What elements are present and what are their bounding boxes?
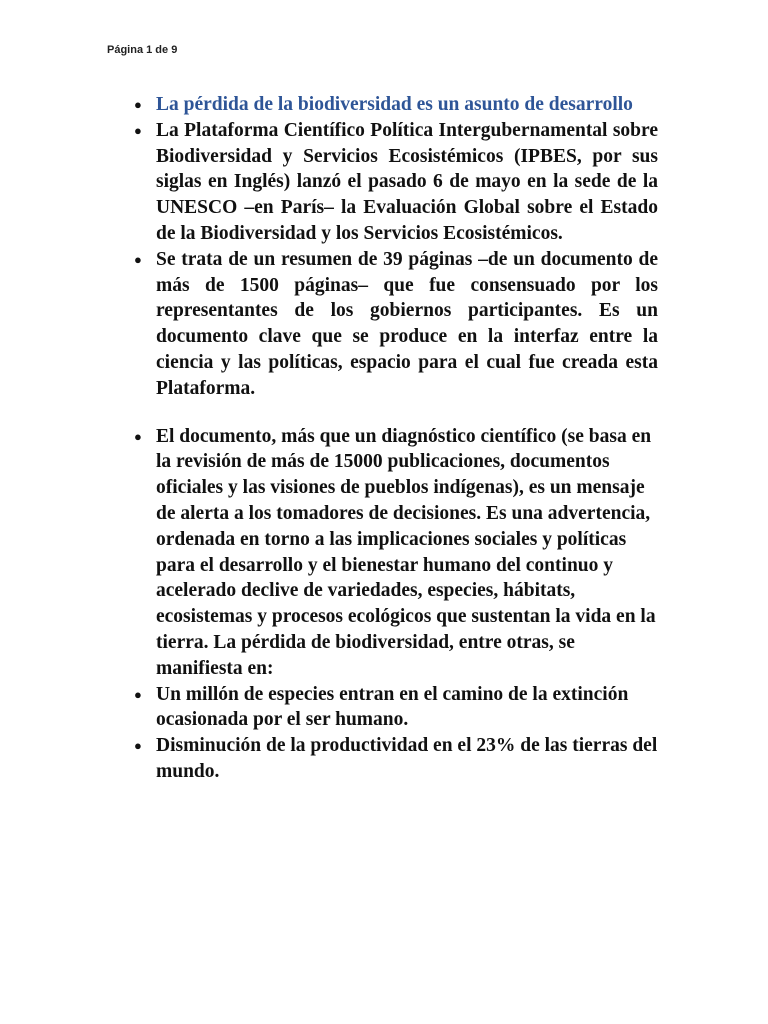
bullet-heading	[134, 92, 658, 118]
bullet-list	[0, 92, 768, 785]
bullet-especies	[134, 682, 658, 734]
bullet-icon: ●	[134, 251, 142, 267]
bullet-resumen	[134, 247, 658, 402]
bullet-documento	[134, 424, 658, 682]
bullet-text: Un millón de especies entran en el camino de la extinción ocasionada por el ser humano.	[156, 683, 629, 731]
bullet-icon: ●	[134, 686, 142, 702]
bullet-icon: ●	[134, 738, 142, 754]
bullet-productividad	[134, 733, 658, 785]
bullet-text: La pérdida de la biodiversidad es un asunto de desarrollo	[156, 94, 633, 115]
bullet-text: El documento, más que un diagnóstico científico (se basa en la revisión de más de 15000 publicaciones, documentos oficiales y las visiones de pueblos indígenas), es un mensaje de alerta a los tomadores de decisiones. Es una advertencia, ordenada en torno a las implicaciones sociales y políticas para el desarrollo y el bienestar humano del continuo y acelerado declive de variedades, especies, hábitats, ecosistemas y procesos ecológicos que sustentan la vida en la tierra. La pérdida de biodiversidad, entre otras, se manifiesta en:	[156, 425, 656, 679]
bullet-icon: ●	[134, 428, 142, 444]
bullet-text: Disminución de la productividad en el 23% de las tierras del mundo.	[156, 735, 658, 782]
page-number-header: Página 1 de 9	[107, 44, 178, 56]
bullet-text: La Plataforma Científico Política Intergubernamental sobre Biodiversidad y Servicios Ecosistémicos (IPBES, por sus siglas en Inglés) lanzó el pasado 6 de mayo en la sede de la UNESCO –en París– la Evaluación Global sobre el Estado de la Biodiversidad y los Servicios Ecosistémicos.	[156, 119, 658, 244]
bullet-icon: ●	[134, 122, 142, 138]
paragraph-gap	[0, 402, 768, 424]
bullet-text: Se trata de un resumen de 39 páginas –de un documento de más de 1500 páginas– que fue consensuado por los representantes de los gobiernos participantes. Es un documento clave que se produce en la interfaz entre la ciencia y las políticas, espacio para el cual fue creada esta Plataforma.	[156, 248, 658, 399]
bullet-icon: ●	[134, 97, 142, 112]
bullet-ipbes	[134, 118, 658, 247]
